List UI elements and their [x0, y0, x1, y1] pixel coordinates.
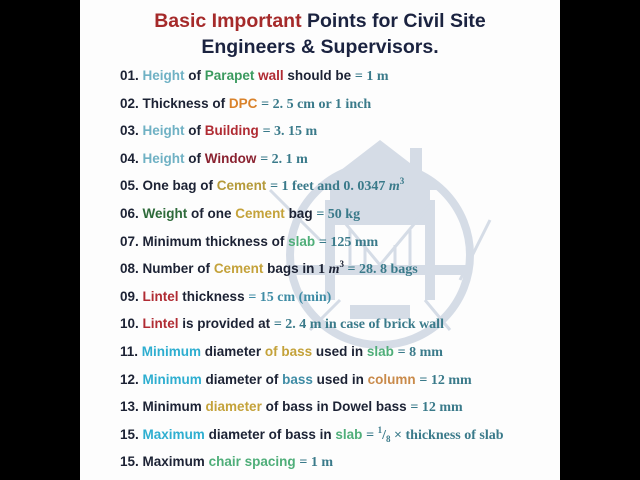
item-text: slab [366, 343, 394, 359]
item-value [366, 424, 504, 444]
item-value: = 28. 8 bags [343, 262, 418, 278]
item-text: bags in [263, 261, 319, 277]
value-text: × thickness of slab [390, 427, 504, 443]
item-number: 15. [120, 426, 139, 442]
item-text: wall [258, 68, 284, 83]
item-text: Weight [142, 205, 188, 221]
item-text: of bass [264, 343, 313, 359]
list-item [120, 285, 560, 313]
list-item [120, 257, 560, 285]
list-item [120, 423, 560, 451]
item-number: 10. [120, 316, 139, 332]
item-value: = 12 mm [410, 400, 463, 416]
item-number: 12. [120, 371, 139, 387]
list-item [120, 64, 560, 92]
item-number: 09. [120, 288, 139, 304]
list-item [120, 312, 560, 340]
item-text: column [367, 371, 416, 387]
title-line2: Engineers & Supervisors. [201, 36, 439, 58]
list-item [120, 395, 560, 423]
item-value: = 125 mm [318, 234, 379, 250]
item-text: Minimum [142, 371, 202, 387]
item-value: = 8 mm [397, 344, 443, 360]
list-item [120, 450, 560, 478]
item-text: Minimum [141, 343, 202, 359]
item-text: One bag of [142, 178, 217, 194]
item-number: 03. [120, 123, 139, 139]
item-text: is provided at [178, 316, 274, 332]
list-item [120, 340, 560, 368]
item-text: of [184, 150, 205, 166]
title-line1-rest: Points for Civil Site [301, 10, 486, 32]
fraction-denominator: 8 [386, 433, 391, 444]
item-value: = 12 mm [419, 372, 472, 388]
item-text: of [184, 68, 205, 83]
item-text: Minimum [142, 399, 206, 415]
item-text: of [184, 123, 205, 139]
item-text: bass [282, 371, 313, 387]
item-text: Height [142, 123, 185, 139]
item-text: Lintel [142, 288, 179, 304]
unit: m [328, 262, 340, 278]
fraction-numerator: 1 [377, 424, 383, 435]
item-text: Lintel [142, 316, 179, 332]
item-text: diameter [201, 343, 265, 359]
item-value: = 50 kg [316, 206, 361, 222]
fraction-slash: / [382, 427, 387, 443]
item-value: = 15 cm (min) [248, 289, 332, 305]
value-text: 1 [318, 262, 326, 278]
item-text: Building [204, 123, 259, 139]
item-text: DPC [228, 95, 258, 111]
item-number: 11. [120, 343, 139, 359]
item-value: = 1 m [354, 69, 389, 84]
item-text: diameter [205, 399, 262, 415]
item-text: Number of [142, 261, 214, 277]
item-text: Parapet [204, 68, 255, 83]
item-text: Height [142, 68, 185, 83]
item-value: = 2. 5 cm or 1 inch [261, 96, 372, 112]
title-accent: Basic Important [154, 10, 302, 32]
points-list [120, 64, 560, 478]
item-text: used in [312, 343, 367, 359]
item-text: Maximum [142, 454, 209, 470]
item-text: Cement [213, 261, 264, 277]
item-text: slab [288, 233, 316, 249]
item-text: of one [187, 205, 236, 221]
item-number: 01. [120, 68, 139, 83]
item-number: 04. [120, 150, 139, 166]
item-value: = 1 m [299, 455, 334, 471]
item-number: 13. [120, 399, 139, 415]
item-text: Cement [216, 178, 267, 194]
item-text: Maximum [142, 426, 205, 442]
item-text: used in [312, 371, 368, 387]
list-item [120, 174, 560, 202]
item-text: diameter of bass in [204, 426, 336, 442]
list-item [120, 202, 560, 230]
value-text: = 1 feet and 0. 0347 [270, 179, 386, 195]
item-number: 06. [120, 205, 139, 221]
item-value [318, 259, 344, 278]
page-title [80, 8, 560, 60]
item-value: = 2. 4 m in case of brick wall [273, 317, 444, 333]
item-text: slab [335, 426, 363, 442]
item-text: chair spacing [208, 454, 296, 470]
item-value [270, 176, 405, 195]
item-number: 07. [120, 233, 139, 249]
item-text: Minimum thickness of [142, 233, 289, 249]
item-number: 05. [120, 178, 139, 194]
item-text: Thickness of [142, 95, 229, 111]
infographic-page [80, 0, 560, 480]
item-text: bag [284, 205, 317, 221]
item-number: 08. [120, 261, 139, 277]
exponent: 3 [399, 176, 405, 187]
list-item [120, 368, 560, 396]
item-text: of bass in Dowel bass [261, 399, 411, 415]
item-number: 15. [120, 454, 139, 470]
item-value: = 3. 15 m [262, 124, 318, 140]
item-text: thickness [178, 288, 249, 304]
value-text: = [366, 427, 378, 443]
list-item [120, 119, 560, 147]
exponent: 3 [339, 259, 344, 270]
list-item [120, 230, 560, 258]
list-item [120, 147, 560, 175]
item-text: Cement [235, 205, 285, 221]
list-item [120, 92, 560, 120]
item-number: 02. [120, 95, 139, 111]
item-text: Window [204, 150, 257, 166]
item-text: Height [142, 150, 185, 166]
item-text: diameter of [201, 371, 283, 387]
item-value: = 2. 1 m [260, 151, 308, 167]
item-text: should be [283, 68, 355, 83]
unit: m [388, 179, 400, 195]
